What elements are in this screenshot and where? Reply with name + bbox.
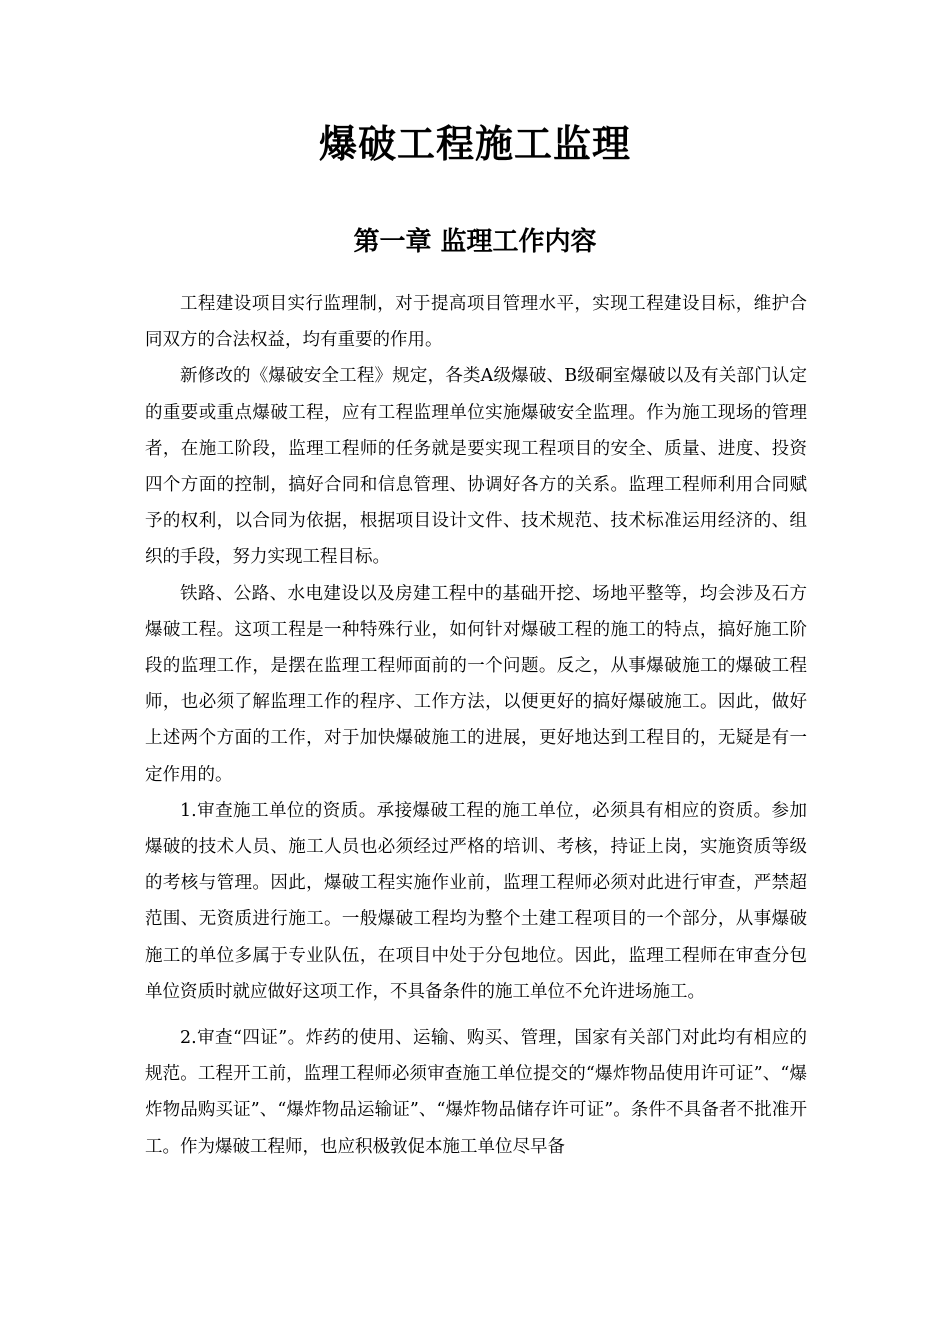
paragraph-item-1: 1.审查施工单位的资质。承接爆破工程的施工单位，必须具有相应的资质。参加爆破的技术人员、施工人员也必须经过严格的培训、考核，持证上岗，实施资质等级的考核与管理。因此，爆破工程实施作业前，监理工程师必须对此进行审查，严禁超范围、无资质进行施工。一般爆破工程均为整个土建工程项目的一个部分，从事爆破施工的单位多属于专业队伍，在项目中处于分包地位。因此，监理工程师在审查分包单位资质时就应做好这项工作，不具备条件的施工单位不允许进场施工。 [145, 800, 807, 1002]
paragraph-scope: 铁路、公路、水电建设以及房建工程中的基础开挖、场地平整等，均会涉及石方爆破工程。这项工程是一种特殊行业，如何针对爆破工程的施工的特点，搞好施工阶段的监理工作，是摆在监理工程师面前的一个问题。反之，从事爆破施工的爆破工程师，也必须了解监理工作的程序、工作方法，以便更好的搞好爆破施工。因此，做好上述两个方面的工作，对于加快爆破施工的进展，更好地达到工程目的，无疑是有一定作用的。 [145, 583, 807, 785]
paragraph-item-2: 2.审查“四证”。炸药的使用、运输、购买、管理，国家有关部门对此均有相应的规范。工程开工前，监理工程师必须审查施工单位提交的“爆炸物品使用许可证”、“爆炸物品购买证”、“爆炸物品运输证”、“爆炸物品储存许可证”。条件不具备者不批准开工。作为爆破工程师，也应积极敦促本施工单位尽早备 [145, 1028, 807, 1157]
document-title: 爆破工程施工监理 [318, 121, 631, 166]
paragraph-regulation: 新修改的《爆破安全工程》规定，各类A级爆破、B级硐室爆破以及有关部门认定的重要或重点爆破工程，应有工程监理单位实施爆破安全监理。作为施工现场的管理者，在施工阶段，监理工程师的任务就是要实现工程项目的安全、质量、进度、投资四个方面的控制，搞好合同和信息管理、协调好各方的关系。监理工程师利用合同赋予的权利，以合同为依据，根据项目设计文件、技术规范、技术标准运用经济的、组织的手段，努力实现工程目标。 [145, 366, 807, 568]
body-text [145, 286, 807, 1165]
chapter-title: 第一章 监理工作内容 [353, 227, 597, 257]
paragraph-intro: 工程建设项目实行监理制，对于提高项目管理水平，实现工程建设目标，维护合同双方的合法权益，均有重要的作用。 [145, 294, 807, 351]
